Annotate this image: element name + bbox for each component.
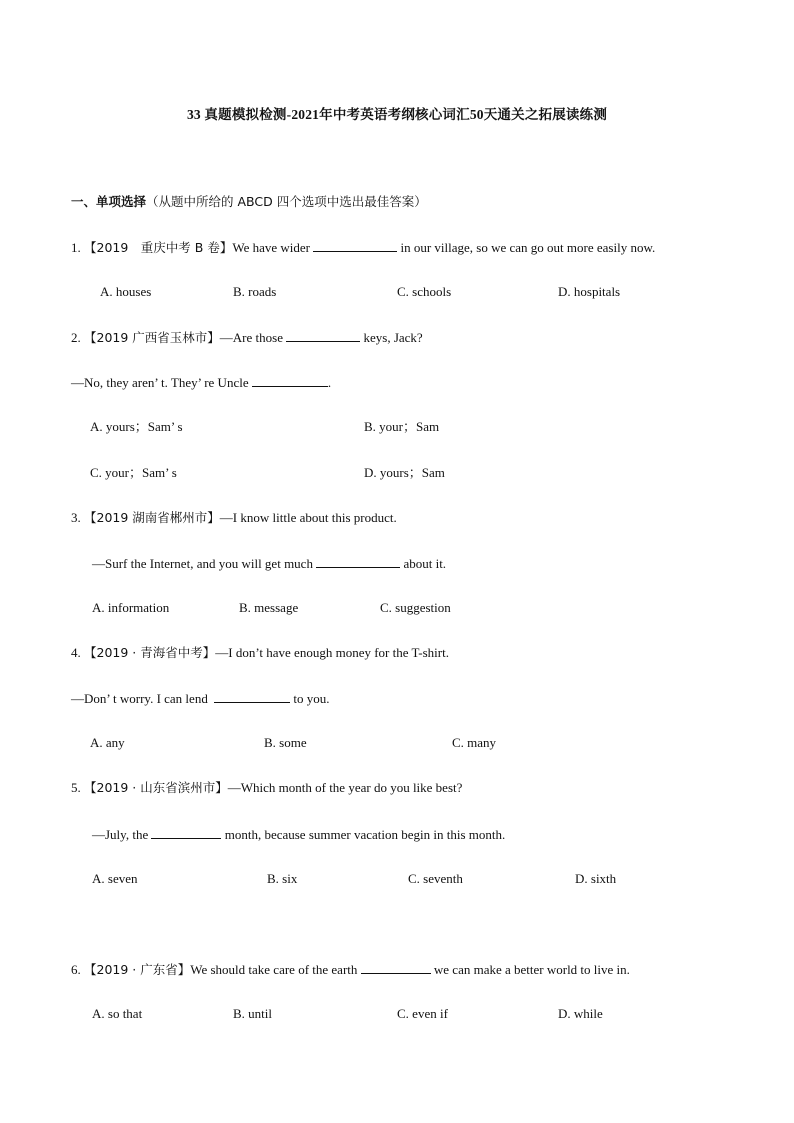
question-text: —Are those bbox=[219, 330, 283, 345]
option-d[interactable]: D. yours；Sam bbox=[364, 465, 445, 480]
response-text: . bbox=[327, 375, 332, 390]
question-3 bbox=[71, 510, 397, 526]
question-5-response bbox=[92, 826, 505, 843]
question-source: 【2019 广西省玉林市】 bbox=[84, 330, 220, 345]
question-text: we can make a better world to live in. bbox=[433, 962, 630, 977]
question-1 bbox=[71, 239, 655, 256]
response-text: —Don’ t worry. I can lend bbox=[71, 691, 208, 706]
answer-blank[interactable] bbox=[286, 329, 360, 342]
page-title: 33 真题模拟检测-2021年中考英语考纲核心词汇50天通关之拓展读练测 bbox=[186, 107, 608, 122]
option-b[interactable]: B. some bbox=[264, 735, 307, 750]
option-b[interactable]: B. until bbox=[233, 1006, 273, 1021]
answer-blank[interactable] bbox=[252, 374, 328, 387]
response-text: —No, they aren’ t. They’ re Uncle bbox=[71, 375, 249, 390]
question-text: —I don’t have enough money for the T-shirt. bbox=[215, 645, 449, 660]
question-number: 5. bbox=[71, 780, 81, 795]
option-c[interactable]: C. suggestion bbox=[380, 600, 451, 615]
question-6 bbox=[71, 961, 630, 978]
question-4 bbox=[71, 645, 449, 661]
question-source: 【2019 · 青海省中考】 bbox=[84, 645, 216, 660]
option-b[interactable]: B. your；Sam bbox=[364, 419, 440, 434]
option-d[interactable]: D. hospitals bbox=[558, 284, 621, 299]
response-text: —July, the bbox=[92, 827, 149, 842]
response-text: month, because summer vacation begin in this month. bbox=[224, 827, 506, 842]
question-text: keys, Jack? bbox=[363, 330, 423, 345]
question-source: 【2019 湖南省郴州市】 bbox=[84, 510, 220, 525]
question-text: —Which month of the year do you like best? bbox=[227, 780, 463, 795]
answer-blank[interactable] bbox=[313, 239, 397, 252]
option-b[interactable]: B. roads bbox=[233, 284, 277, 299]
option-a[interactable]: A. so that bbox=[92, 1006, 143, 1021]
question-source: 【2019 · 山东省滨州市】 bbox=[84, 780, 228, 795]
option-c[interactable]: C. even if bbox=[397, 1006, 448, 1021]
response-text: to you. bbox=[293, 691, 330, 706]
option-d[interactable]: D. while bbox=[558, 1006, 603, 1021]
option-c[interactable]: C. many bbox=[452, 735, 497, 750]
question-2-response bbox=[71, 374, 331, 391]
question-number: 1. bbox=[71, 240, 81, 255]
option-c[interactable]: C. seventh bbox=[408, 871, 463, 886]
option-a[interactable]: A. information bbox=[92, 600, 170, 615]
question-2 bbox=[71, 329, 423, 346]
response-text: about it. bbox=[403, 556, 447, 571]
answer-blank[interactable] bbox=[316, 555, 400, 568]
section-instruction: （从题中所给的 ABCD 四个选项中选出最佳答案） bbox=[146, 194, 427, 209]
option-b[interactable]: B. message bbox=[239, 600, 299, 615]
option-a[interactable]: A. any bbox=[90, 735, 125, 750]
question-number: 6. bbox=[71, 962, 81, 977]
question-text: —I know little about this product. bbox=[219, 510, 397, 525]
option-c[interactable]: C. your；Sam’ s bbox=[90, 465, 177, 480]
question-5 bbox=[71, 780, 462, 796]
question-number: 3. bbox=[71, 510, 81, 525]
question-4-response bbox=[71, 690, 329, 707]
answer-blank[interactable] bbox=[214, 690, 290, 703]
answer-blank[interactable] bbox=[151, 826, 221, 839]
question-text: We have wider bbox=[232, 240, 310, 255]
option-b[interactable]: B. six bbox=[267, 871, 298, 886]
response-text: —Surf the Internet, and you will get much bbox=[92, 556, 313, 571]
section-heading bbox=[71, 194, 427, 210]
question-number: 4. bbox=[71, 645, 81, 660]
answer-blank[interactable] bbox=[361, 961, 431, 974]
question-text: We should take care of the earth bbox=[190, 962, 358, 977]
option-d[interactable]: D. sixth bbox=[575, 871, 617, 886]
option-a[interactable]: A. yours；Sam’ s bbox=[90, 419, 183, 434]
question-number: 2. bbox=[71, 330, 81, 345]
option-c[interactable]: C. schools bbox=[397, 284, 452, 299]
option-a[interactable]: A. houses bbox=[100, 284, 152, 299]
question-source: 【2019 · 广东省】 bbox=[84, 962, 191, 977]
option-a[interactable]: A. seven bbox=[92, 871, 138, 886]
question-3-response bbox=[92, 555, 446, 572]
section-heading-label: 一、单项选择 bbox=[71, 194, 147, 209]
question-source: 【2019 重庆中考 B 卷】 bbox=[84, 240, 233, 255]
question-text: in our village, so we can go out more easily now. bbox=[400, 240, 656, 255]
